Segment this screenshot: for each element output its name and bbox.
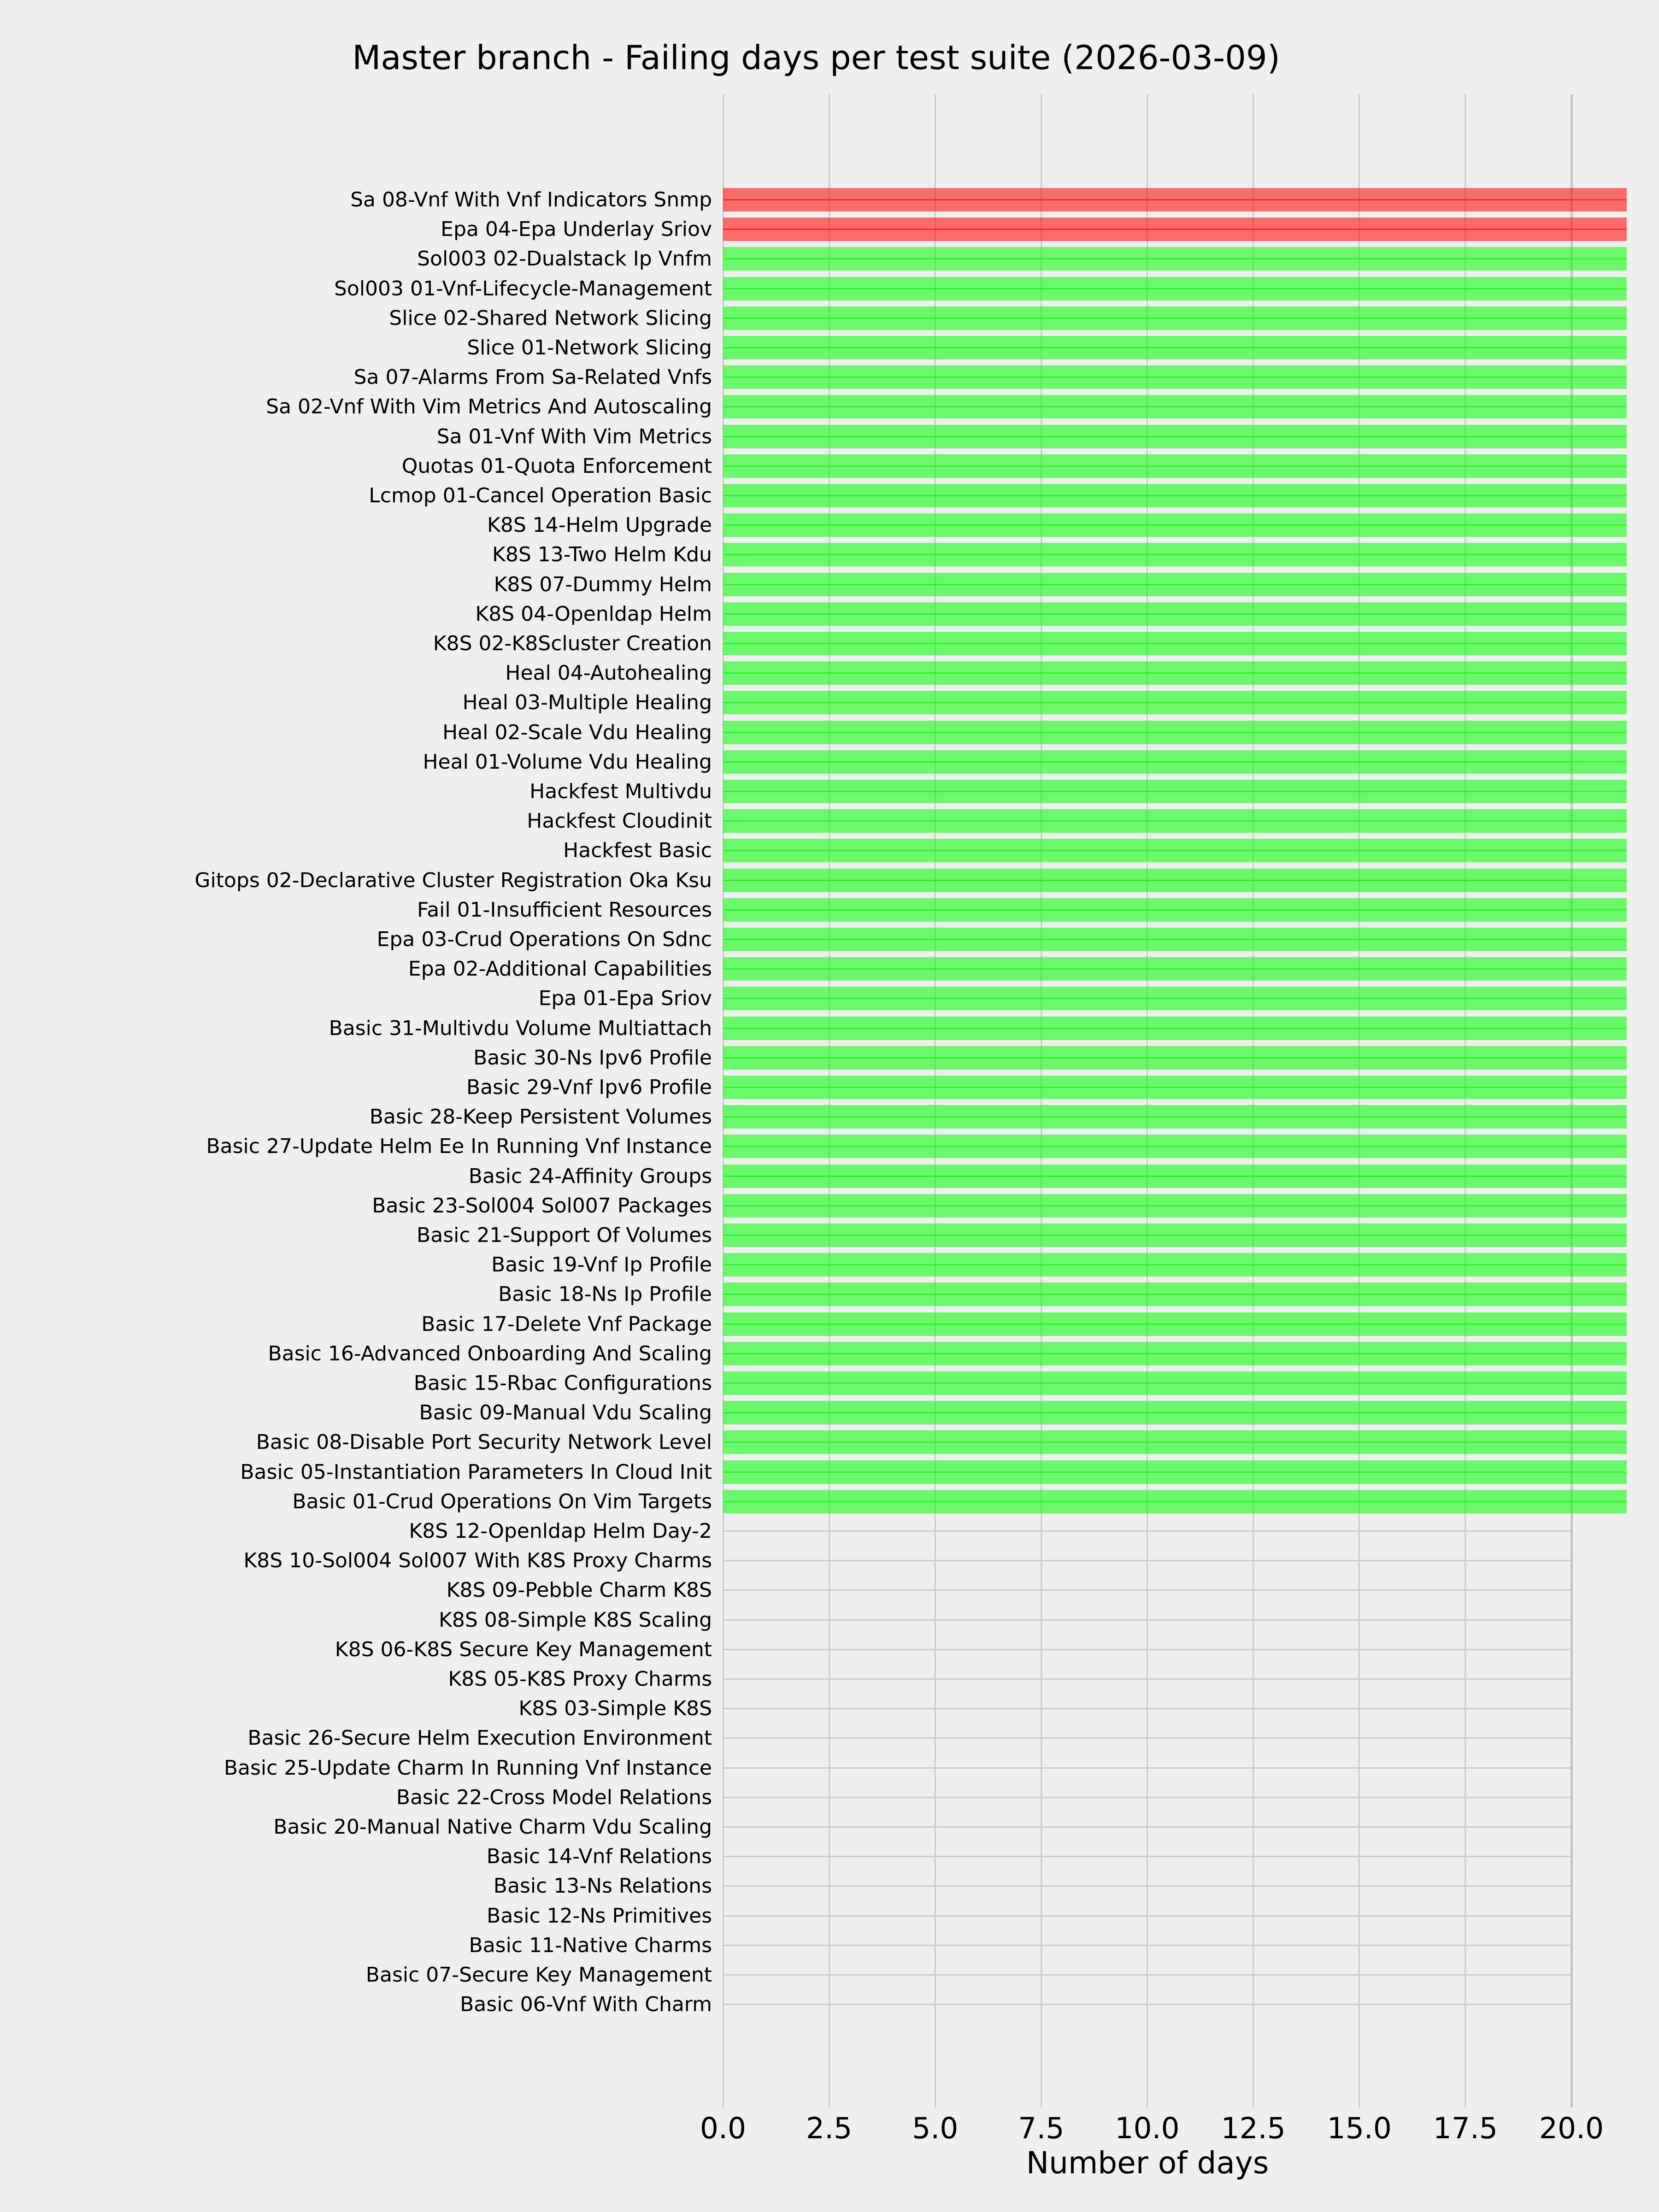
bar (723, 1105, 1627, 1129)
y-tick-label: Basic 06-Vnf With Charm (460, 1993, 712, 2017)
bar (723, 839, 1627, 862)
y-tick-label: Quotas 01-Quota Enforcement (401, 454, 712, 478)
bar (723, 513, 1627, 537)
y-tick-label: Basic 20-Manual Native Charm Vdu Scaling (273, 1815, 712, 1839)
y-tick-label: Basic 12-Ns Primitives (487, 1904, 712, 1928)
y-tick-label: K8S 13-Two Helm Kdu (492, 543, 712, 567)
bar (723, 1282, 1627, 1306)
bar (723, 957, 1627, 981)
bar (723, 218, 1627, 241)
y-tick-label: Sa 08-Vnf With Vnf Indicators Snmp (350, 188, 712, 212)
bar (723, 928, 1627, 951)
y-tick-label: Basic 09-Manual Vdu Scaling (419, 1401, 712, 1425)
x-tick-label: 0.0 (700, 2112, 747, 2145)
y-tick-label: Hackfest Multivdu (529, 780, 712, 803)
bar (723, 1135, 1627, 1158)
y-tick-label: Hackfest Basic (563, 839, 712, 863)
y-tick-label: Sa 01-Vnf With Vim Metrics (436, 424, 712, 448)
y-tick-label: Basic 24-Affinity Groups (468, 1164, 712, 1188)
y-tick-label: Heal 01-Volume Vdu Healing (423, 750, 712, 774)
y-tick-label: Fail 01-Insufficient Resources (417, 898, 712, 922)
y-tick-label: Basic 29-Vnf Ipv6 Profile (466, 1076, 712, 1099)
y-tick-label: Slice 01-Network Slicing (467, 336, 712, 359)
bar (723, 898, 1627, 922)
bar (723, 1312, 1627, 1336)
bar (723, 573, 1627, 596)
x-tick-label: 15.0 (1327, 2112, 1392, 2145)
x-tick-label: 7.5 (1018, 2112, 1065, 2145)
y-tick-label: K8S 06-K8S Secure Key Management (335, 1637, 712, 1661)
y-tick-label: Basic 30-Ns Ipv6 Profile (473, 1046, 712, 1070)
y-tick-label: Basic 19-Vnf Ip Profile (491, 1253, 712, 1277)
y-tick-label: K8S 04-Openldap Helm (475, 602, 712, 626)
bar (723, 306, 1627, 330)
bar (723, 809, 1627, 833)
y-tick-label: Basic 11-Native Charms (469, 1933, 712, 1957)
x-tick-label: 10.0 (1115, 2112, 1180, 2145)
y-tick-label: Basic 18-Ns Ip Profile (498, 1282, 712, 1306)
x-tick-label: 5.0 (912, 2112, 959, 2145)
y-tick-label: Basic 01-Crud Operations On Vim Targets (292, 1489, 712, 1513)
y-tick-label: Slice 02-Shared Network Slicing (389, 306, 712, 330)
bar (723, 1194, 1627, 1218)
y-tick-label: Sa 07-Alarms From Sa-Related Vnfs (353, 365, 712, 389)
y-tick-label: K8S 07-Dummy Helm (494, 572, 712, 596)
y-tick-label: Basic 27-Update Helm Ee In Running Vnf Instance (206, 1135, 712, 1159)
y-tick-label: Basic 21-Support Of Volumes (417, 1224, 712, 1247)
bar (723, 188, 1627, 212)
bar (723, 750, 1627, 774)
y-tick-label: Basic 25-Update Charm In Running Vnf Instance (224, 1756, 712, 1780)
bar (723, 336, 1627, 359)
y-tick-label: K8S 14-Helm Upgrade (487, 513, 712, 537)
y-tick-label: Sol003 01-Vnf-Lifecycle-Management (334, 276, 712, 300)
y-tick-label: Basic 31-Multivdu Volume Multiattach (329, 1016, 712, 1040)
y-tick-label: Epa 04-Epa Underlay Sriov (441, 218, 712, 241)
bar (723, 484, 1627, 507)
y-tick-label: Hackfest Cloudinit (527, 809, 712, 833)
bar (723, 425, 1627, 448)
bar (723, 1046, 1627, 1070)
y-tick-label: Sol003 02-Dualstack Ip Vnfm (417, 247, 712, 271)
y-tick-label: K8S 10-Sol004 Sol007 With K8S Proxy Charms (243, 1549, 712, 1573)
bar (723, 247, 1627, 271)
y-tick-label: Basic 26-Secure Helm Execution Environment (247, 1726, 712, 1750)
bar (723, 454, 1627, 478)
y-tick-label: K8S 03-Simple K8S (518, 1697, 712, 1721)
y-tick-label: Basic 08-Disable Port Security Network Level (256, 1430, 712, 1454)
y-tick-label: Basic 22-Cross Model Relations (396, 1785, 712, 1809)
y-tick-label: Basic 13-Ns Relations (493, 1874, 712, 1898)
y-tick-label: Basic 28-Keep Persistent Volumes (369, 1105, 712, 1129)
bar (723, 632, 1627, 655)
y-tick-label: K8S 12-Openldap Helm Day-2 (409, 1519, 712, 1543)
y-tick-label: Basic 07-Secure Key Management (365, 1963, 712, 1987)
bar (723, 395, 1627, 418)
bar (723, 1076, 1627, 1099)
x-tick-label: 12.5 (1221, 2112, 1286, 2145)
bar (723, 1253, 1627, 1277)
y-tick-label: Basic 05-Instantiation Parameters In Cloud Init (240, 1460, 712, 1484)
y-tick-label: K8S 08-Simple K8S Scaling (439, 1608, 712, 1632)
y-tick-label: Basic 17-Delete Vnf Package (421, 1312, 712, 1336)
y-tick-label: Lcmop 01-Cancel Operation Basic (369, 484, 712, 507)
bar (723, 365, 1627, 389)
bar (723, 987, 1627, 1010)
x-axis-label: Number of days (1026, 2145, 1269, 2181)
x-tick-label: 17.5 (1433, 2112, 1498, 2145)
bar (723, 1017, 1627, 1040)
y-tick-label: Epa 03-Crud Operations On Sdnc (377, 928, 712, 951)
y-tick-label: Basic 14-Vnf Relations (486, 1845, 712, 1869)
bar (723, 869, 1627, 892)
bar (723, 691, 1627, 714)
y-tick-label: Heal 04-Autohealing (505, 661, 712, 685)
bar (723, 1165, 1627, 1188)
bar (723, 1371, 1627, 1395)
y-tick-label: Epa 01-Epa Sriov (538, 987, 712, 1011)
y-tick-label: Epa 02-Additional Capabilities (408, 957, 712, 981)
y-tick-label: Basic 15-Rbac Configurations (413, 1371, 712, 1395)
bar (723, 780, 1627, 803)
bar (723, 602, 1627, 626)
y-tick-label: K8S 09-Pebble Charm K8S (446, 1578, 712, 1602)
y-tick-label: Heal 03-Multiple Healing (462, 691, 712, 715)
x-tick-label: 2.5 (806, 2112, 853, 2145)
chart-title: Master branch - Failing days per test suite (2026-03-09) (352, 38, 1280, 77)
bar (723, 1342, 1627, 1365)
y-tick-label: Sa 02-Vnf With Vim Metrics And Autoscaling (266, 395, 712, 419)
bar (723, 661, 1627, 685)
bar (723, 1490, 1627, 1513)
x-tick-label: 20.0 (1539, 2112, 1604, 2145)
y-tick-label: Heal 02-Scale Vdu Healing (442, 720, 712, 744)
bar (723, 721, 1627, 744)
bar (723, 1401, 1627, 1424)
bar (723, 1430, 1627, 1454)
y-tick-label: Basic 16-Advanced Onboarding And Scaling (268, 1341, 712, 1365)
y-tick-label: Gitops 02-Declarative Cluster Registration Oka Ksu (194, 868, 712, 892)
bar (723, 543, 1627, 566)
bar (723, 277, 1627, 300)
y-tick-label: K8S 02-K8Scluster Creation (433, 632, 712, 655)
y-tick-label: K8S 05-K8S Proxy Charms (448, 1667, 712, 1691)
y-tick-label: Basic 23-Sol004 Sol007 Packages (372, 1194, 712, 1218)
bar (723, 1224, 1627, 1247)
bar (723, 1460, 1627, 1484)
